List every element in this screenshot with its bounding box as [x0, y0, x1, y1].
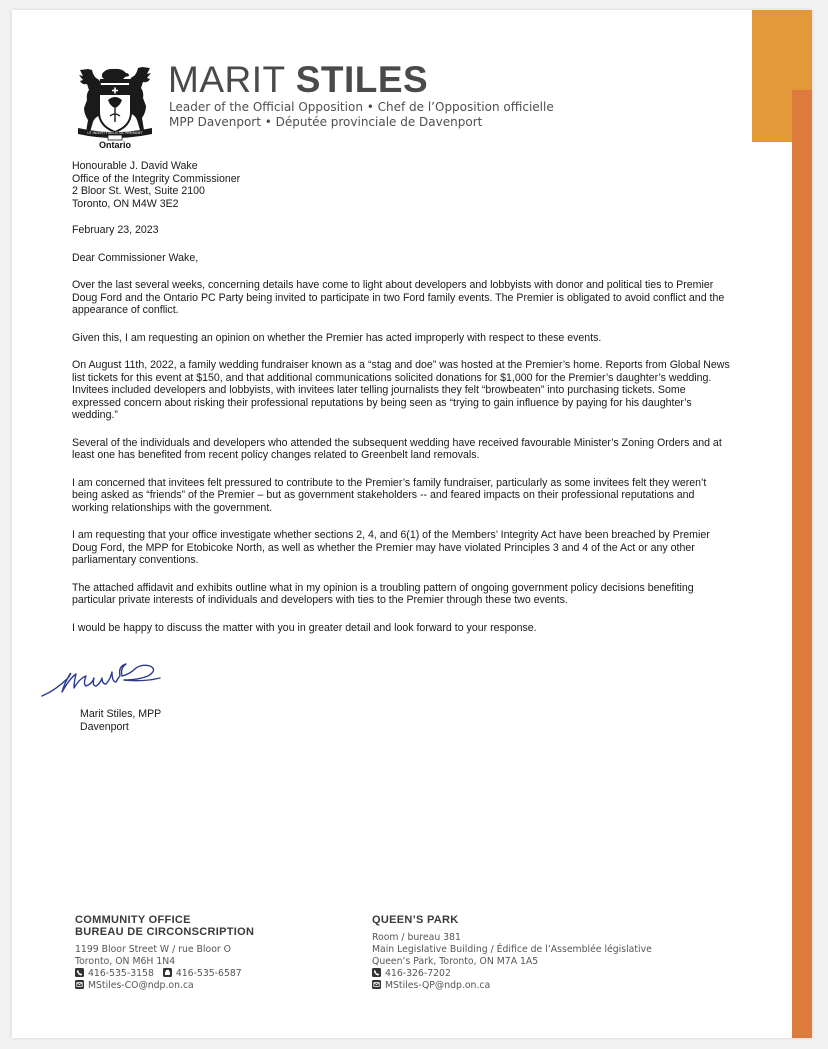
letter-body — [72, 160, 732, 634]
recipient-line: 2 Bloor St. West, Suite 2100 — [72, 185, 205, 197]
phone-icon — [372, 968, 381, 977]
qp-phone-row — [372, 968, 652, 980]
community-phone-fax — [75, 968, 254, 980]
paragraph: I am concerned that invitees felt pressured to contribute to the Premier’s family fundraiser, particularly as some invitees felt they weren’t being asked as “friends” of the Premier – but as government stakeholders -- and feared impacts on their professional reputations and working relationships with the government. — [72, 476, 707, 514]
paragraph: Several of the individuals and developers who attended the subsequent wedding have received favourable Minister’s Zoning Orders and at least one has benefited from recent policy changes related to Greenbelt land removals. — [72, 436, 722, 461]
paragraph: I would be happy to discuss the matter with you in greater detail and look forward to your response. — [72, 621, 537, 634]
paragraph: The attached affidavit and exhibits outline what in my opinion is a troubling pattern of ongoing government policy decisions benefiting particular private interests of individuals and developers with ties to the Premier through these two events. — [72, 581, 694, 606]
first-name: MARIT — [168, 59, 285, 100]
community-fax: 416-535-6587 — [175, 968, 242, 979]
community-address-line: 1199 Bloor Street W / rue Bloor O — [75, 944, 231, 955]
qp-address-line: Queen’s Park, Toronto, ON M7A 1A5 — [372, 956, 539, 967]
community-office-title-fr: BUREAU DE CIRCONSCRIPTION — [75, 926, 255, 938]
qp-address-line: Main Legislative Building / Édifice de l’Assemblée législative — [372, 944, 652, 955]
community-office-contact — [75, 914, 254, 992]
email-icon — [75, 980, 84, 989]
paragraph: Over the last several weeks, concerning details have come to light about developers and lobbyists with donor and political ties to Premier Doug Ford and the Ontario PC Party being invited to participate in two Ford family events. The Premier is obligated to avoid conflict and the appearance of conflict. — [72, 279, 725, 316]
recipient-address — [72, 160, 732, 210]
letter-page — [12, 10, 812, 1038]
accent-stripe-dark — [792, 90, 812, 1038]
qp-email-row — [372, 980, 652, 992]
crest-label: Ontario — [98, 140, 131, 150]
community-email-row — [75, 980, 254, 992]
salutation: Dear Commissioner Wake, — [72, 251, 199, 264]
accent-stripe-corner — [752, 100, 792, 140]
community-office-title: COMMUNITY OFFICE — [75, 914, 191, 926]
phone-icon — [75, 968, 84, 977]
qp-phone[interactable]: 416-326-7202 — [385, 968, 451, 979]
recipient-line: Toronto, ON M4W 3E2 — [72, 197, 179, 210]
queens-park-contact — [372, 914, 652, 992]
letterhead-name — [168, 60, 428, 100]
subtitle-line-2: MPP Davenport • Députée provinciale de Davenport — [169, 115, 483, 129]
qp-email-link[interactable]: MStiles-QP@ndp.on.ca — [385, 980, 491, 991]
email-icon — [372, 980, 381, 989]
community-address-line: Toronto, ON M6H 1N4 — [75, 956, 176, 967]
handwritten-signature — [40, 656, 220, 706]
community-email-link[interactable]: MStiles-CO@ndp.on.ca — [88, 980, 194, 991]
coat-of-arms-icon — [72, 64, 158, 142]
paragraph: Given this, I am requesting an opinion on whether the Premier has acted improperly with respect to these events. — [72, 331, 602, 344]
ontario-coat-of-arms-logo — [72, 64, 158, 154]
recipient-line: Office of the Integrity Commissioner — [72, 172, 241, 185]
subtitle-line-1: Leader of the Official Opposition • Chef de l’Opposition officielle — [169, 100, 554, 114]
crest-motto: UT INCEPIT FIDELIS SIC PERMANET — [87, 131, 143, 135]
signature-block — [80, 708, 161, 734]
signer-name: Marit Stiles, MPP — [80, 708, 162, 720]
paragraph: On August 11th, 2022, a family wedding fundraiser known as a “stag and doe” was hosted at the Premier’s home. Reports from Global News list tickets for this event at $150, and that additional communications solicited donations for $1,000 for the Premier’s daughter’s wedding. Invitees included developers and lobbyists, with invitees later telling journalists they felt “browbeaten” into purchasing tickets. Some expressed concern about risking their professional reputations by being seen as “trying to gain influence by paying for his daughter’s wedding.” — [72, 359, 730, 421]
qp-address-line: Room / bureau 381 — [372, 932, 461, 943]
fax-icon — [163, 968, 172, 977]
letterhead-subtitle — [169, 100, 554, 130]
community-phone[interactable]: 416-535-3158 — [88, 968, 154, 979]
letter-date: February 23, 2023 — [72, 224, 159, 236]
queens-park-title: QUEEN’S PARK — [372, 914, 459, 926]
last-name: STILES — [295, 59, 429, 100]
recipient-line: Honourable J. David Wake — [72, 160, 198, 172]
signer-riding: Davenport — [80, 721, 129, 733]
paragraph: I am requesting that your office investigate whether sections 2, 4, and 6(1) of the Members’ Integrity Act have been breached by Premier Doug Ford, the MPP for Etobicoke North, as well as whether the Premier may have violated Principles 3 and 4 of the Act or any other parliamentary conventions. — [72, 529, 710, 566]
